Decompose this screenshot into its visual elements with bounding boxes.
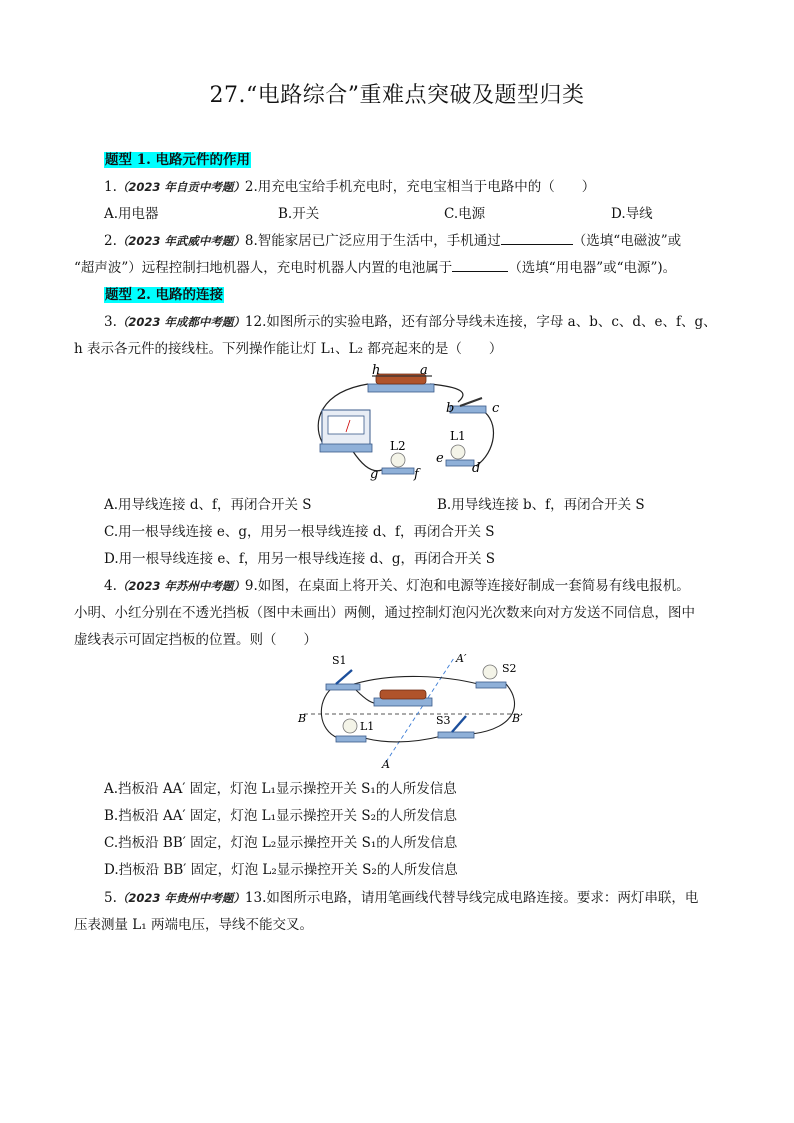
question-text: 2.用充电宝给手机充电时，充电宝相当于电路中的（ ） — [244, 179, 596, 195]
label-a: A — [382, 758, 390, 770]
label-f: f — [414, 467, 419, 482]
option-a: A.用导线连接 d、f，再闭合开关 S — [104, 497, 312, 513]
wire — [472, 684, 515, 734]
question-text: （选填“用电器”或“电源”)。 — [508, 260, 677, 276]
answer-blank[interactable] — [452, 259, 508, 272]
switch-s3-lever — [452, 716, 466, 732]
question-text: 13.如图所示电路，请用笔画线代替导线完成电路连接。要求：两灯串联，电 — [244, 890, 699, 906]
bulb-l2 — [391, 453, 405, 467]
switch-base — [450, 406, 486, 413]
question-2-continued — [74, 256, 694, 276]
option-c: C.电源 — [444, 206, 486, 222]
option-a: A.挡板沿 AA′ 固定，灯泡 L₁显示操控开关 S₁的人所发信息 — [104, 781, 457, 797]
section-heading-1 — [104, 148, 724, 168]
question-3 — [104, 310, 724, 330]
question-text: 9.如图，在桌面上将开关、灯泡和电源等连接好制成一套简易有线电报机。 — [244, 578, 690, 594]
question-text: 12.如图所示的实验电路，还有部分导线未连接，字母 a、b、c、d、e、f、g、 — [244, 314, 717, 330]
wire — [321, 688, 338, 738]
rheostat-base — [368, 384, 434, 392]
section-heading-2 — [104, 283, 724, 303]
label-l1: L1 — [360, 720, 375, 733]
label-l1: L1 — [450, 429, 466, 443]
question-5-continued: 压表测量 L₁ 两端电压，导线不能交叉。 — [74, 917, 313, 933]
question-number: 2. — [104, 233, 117, 249]
question-text: （选填“电磁波”或 — [572, 233, 682, 249]
label-e: e — [436, 451, 444, 466]
switch-s1-base — [326, 684, 360, 690]
answer-blank[interactable] — [501, 232, 573, 245]
question-2 — [104, 229, 724, 249]
switch-s1-lever — [336, 670, 352, 684]
label-s1: S1 — [332, 654, 347, 667]
meter-base — [320, 444, 372, 452]
question-text: “超声波”）远程控制扫地机器人，充电时机器人内置的电池属于 — [74, 260, 453, 276]
label-s3: S3 — [436, 714, 451, 727]
option-c: C.挡板沿 BB′ 固定，灯泡 L₂显示操控开关 S₁的人所发信息 — [104, 835, 458, 851]
option-d: D.挡板沿 BB′ 固定，灯泡 L₂显示操控开关 S₂的人所发信息 — [104, 862, 458, 878]
section-label: 题型 1. 电路元件的作用 — [105, 152, 250, 168]
question-number: 5. — [104, 890, 117, 906]
question-source: （2023 年自贡中考题） — [116, 180, 245, 194]
question-number: 3. — [104, 314, 117, 330]
question-4 — [104, 574, 724, 594]
label-d: d — [472, 461, 481, 476]
label-s2: S2 — [502, 662, 517, 675]
lamp-base-l2 — [382, 468, 414, 474]
option-b: B.用导线连接 b、f，再闭合开关 S — [437, 497, 645, 513]
option-d: D.导线 — [611, 206, 653, 222]
option-d: D.用一根导线连接 e、f，用另一根导线连接 d、g，再闭合开关 S — [104, 551, 496, 567]
question-source: （2023 年苏州中考题） — [116, 579, 245, 593]
question-text: 8.智能家居已广泛应用于生活中，手机通过 — [244, 233, 501, 249]
option-b: B.挡板沿 AA′ 固定，灯泡 L₁显示操控开关 S₂的人所发信息 — [104, 808, 457, 824]
section-label: 题型 2. 电路的连接 — [105, 287, 223, 303]
question-5 — [104, 886, 724, 906]
question-3-continued: h 表示各元件的接线柱。下列操作能让灯 L₁、L₂ 都亮起来的是（ ） — [74, 341, 503, 357]
wire — [476, 410, 493, 466]
question-4-continued: 小明、小红分别在不透光挡板（图中未画出）两侧，通过控制灯泡闪光次数来向对方发送不同信息，图中 — [74, 605, 695, 621]
label-g: g — [370, 467, 379, 482]
bulb-l1 — [451, 445, 465, 459]
question-source: （2023 年成都中考题） — [116, 315, 245, 329]
lamp-base-l2 — [476, 682, 506, 688]
circuit-figure-2 — [296, 650, 532, 770]
panel-line-aa — [386, 658, 454, 762]
page-title: 27.“电路综合”重难点突破及题型归类 — [209, 83, 585, 108]
label-b: b — [446, 401, 455, 416]
wire — [354, 676, 478, 684]
switch-lever — [460, 398, 482, 406]
coil — [380, 690, 426, 699]
option-b: B.开关 — [278, 206, 320, 222]
question-source: （2023 年武威中考题） — [116, 234, 245, 248]
lamp-base-l1 — [336, 736, 366, 742]
option-c: C.用一根导线连接 e、g，用另一根导线连接 d、f，再闭合开关 S — [104, 524, 495, 540]
question-1 — [104, 175, 724, 195]
label-b-prime: B′ — [512, 712, 523, 725]
question-source: （2023 年贵州中考题） — [116, 891, 245, 905]
label-a-prime: A′ — [456, 652, 467, 665]
bulb-l2 — [483, 665, 497, 679]
lamp-base-l1 — [446, 460, 474, 466]
wire — [364, 736, 442, 742]
option-a: A.用电器 — [104, 206, 159, 222]
bulb-l1 — [343, 719, 357, 733]
label-a: a — [420, 363, 428, 378]
question-number: 4. — [104, 578, 117, 594]
question-number: 1. — [104, 179, 117, 195]
switch-s3-base — [438, 732, 474, 738]
wire — [430, 384, 463, 402]
label-c: c — [492, 401, 500, 416]
circuit-figure-1 — [310, 362, 510, 486]
label-b: B — [298, 712, 307, 725]
label-l2: L2 — [390, 439, 406, 453]
question-4-continued: 虚线表示可固定挡板的位置。则（ ） — [74, 632, 317, 648]
label-h: h — [372, 363, 381, 378]
